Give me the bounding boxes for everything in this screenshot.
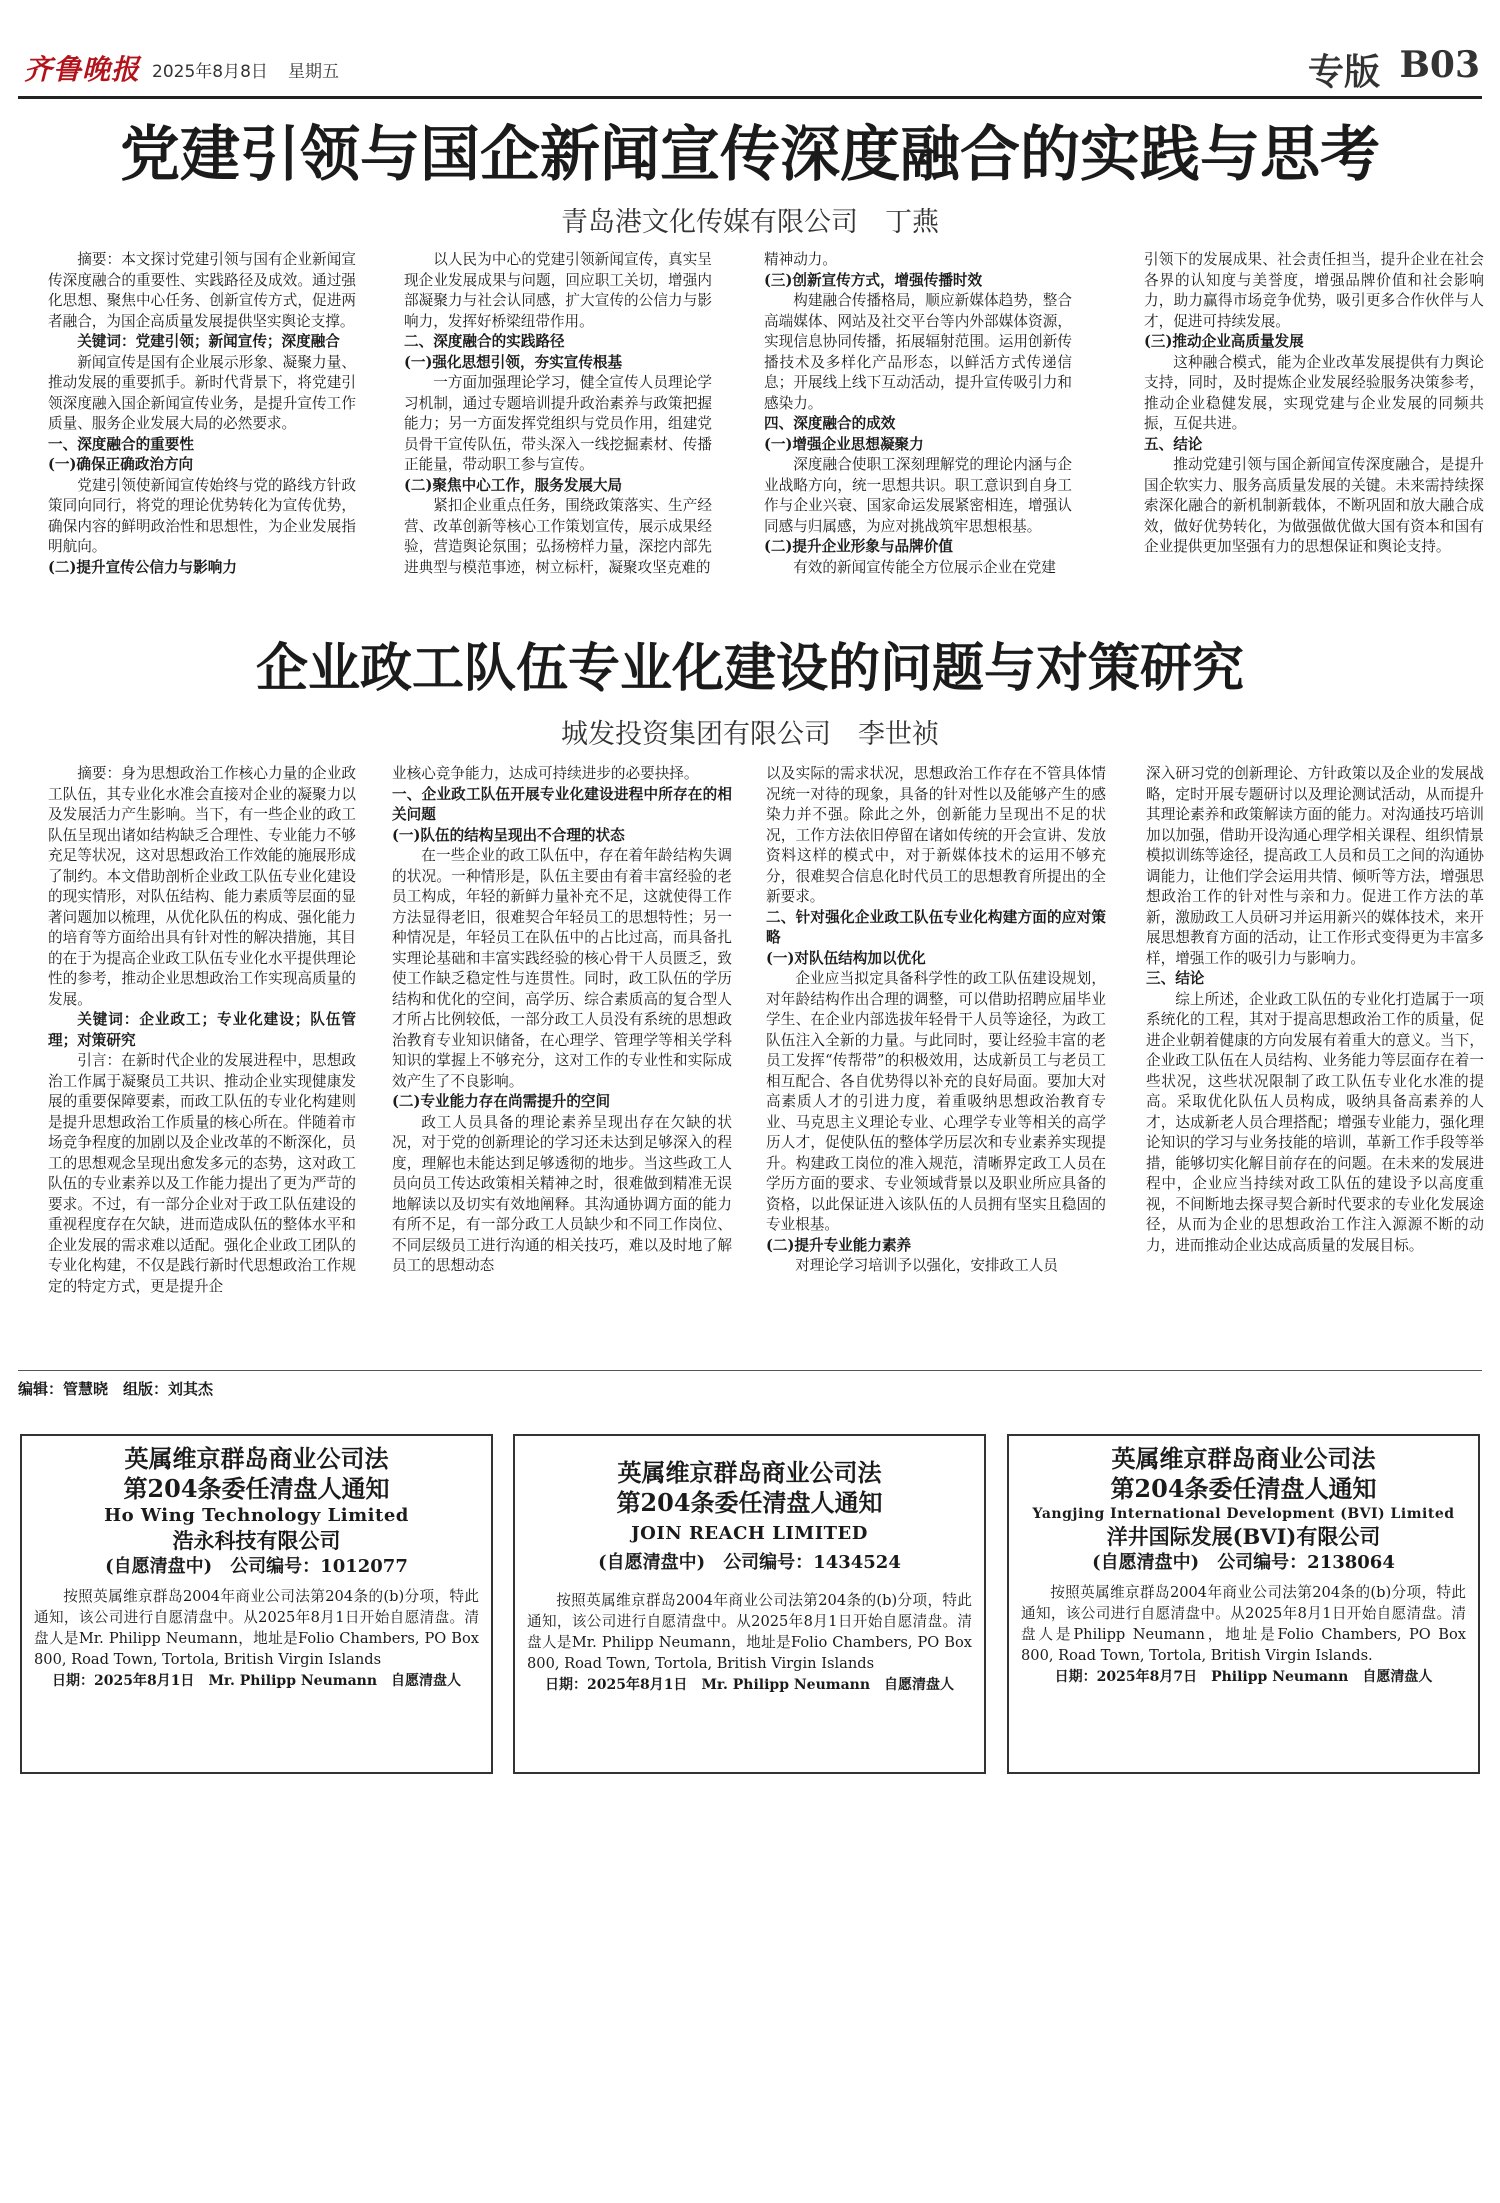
paragraph: 综上所述，企业政工队伍的专业化打造属于一项系统化的工程，其对于提高思想政治工作的质量，促进企业朝着健康的方向发展有着重大的意义。当下，企业政工队伍在人员结构、业务能力等层面存在着一些状况，这些状况限制了政工队伍专业化水准的提高。采取优化队伍人员构成，吸纳具备高素养的人才，达成新老人员合理搭配；增强专业能力，强化理论知识的学习与业务技能的培训，革新工作手段等举措，能够切实化解目前存在的问题。在未来的发展进程中，企业应当持续对政工队伍的建设予以高度重视，不间断地去探寻契合新时代要求的专业化发展途径，从而为企业的思想政治工作注入源源不断的动力，进而推动企业达成高质量的发展目标。 [1146,990,1484,1254]
article1-column-2 [404,250,712,595]
section-label: 专版 [1307,51,1380,93]
notice-title-section: 第204条委任清盘人通知 [616,1488,883,1517]
newspaper-logo: 齐鲁晚报 [24,53,141,86]
section-heading: (二)提升宣传公信力与影响力 [48,558,237,576]
notice-title-section: 第204条委任清盘人通知 [1110,1474,1377,1503]
article2-title: 企业政工队伍专业化建设的问题与对策研究 [255,638,1244,699]
section-heading: 四、深度融合的成效 [764,415,896,432]
article2-column-3 [766,764,1106,1368]
paragraph: 深度融合使职工深刻理解党的理论内涵与企业战略方向，统一思想共识。职工意识到自身工作与企业兴衰、国家命运发展紧密相连，增强认同感与归属感，为应对挑战筑牢思想根基。 [764,456,1072,535]
notice-role: 自愿清盘人 [391,1673,462,1689]
paragraph: 紧扣企业重点任务，围绕政策落实、生产经营、改革创新等核心工作策划宣传，展示成果经验，营造舆论氛围；弘扬榜样力量，深挖内部先进典型与模范事迹，树立标杆，凝聚攻坚克难的 [404,497,712,576]
section-heading: 一、深度融合的重要性 [48,435,194,453]
notice-status: (自愿清盘中) [598,1552,706,1573]
paragraph: 企业应当拟定具备科学性的政工队伍建设规划，对年龄结构作出合理的调整，可以借助招聘应届毕业学生、在企业内部选拔年轻骨干人员等途径，为政工队伍注入全新的力量。与此同时，要让经验丰富的老员工发挥“传帮带”的积极效用，达成新员工与老员工相互配合、各自优势得以补充的良好局面。要加大对高素质人才的引进力度，着重吸纳思想政治教育专业、马克思主义理论专业、心理学专业等相关的高学历人才，促使队伍的整体学历层次和专业素养实现提升。构建政工岗位的准入规范，清晰界定政工人员在学历方面的要求、专业领域背景以及职业所应具备的资格，以此保证进入该队伍的人员拥有坚实且稳固的专业根基。 [766,970,1106,1233]
notice-role: 自愿清盘人 [1362,1669,1433,1685]
section-heading: 二、针对强化企业政工队伍专业化构建方面的应对策略 [766,908,1106,946]
paragraph: 有效的新闻宣传能全方位展示企业在党建 [793,558,1056,576]
article1-byline: 青岛港文化传媒有限公司 丁燕 [561,207,939,238]
section-heading: (一)增强企业思想凝聚力 [764,435,924,453]
notice-liquidator: Mr. Philipp Neumann [208,1673,378,1689]
paragraph: 构建融合传播格局，顺应新媒体趋势，整合高端媒体、网站及社交平台等内外部媒体资源，实现信息协同传播，拓展辐射范围。运用创新传播技术及多样化产品形态，以鲜活方式传递信息；开展线上线下互动活动，提升宣传吸引力和感染力。 [764,292,1072,412]
notice-signature [34,1670,479,1692]
section-heading: (一)确保正确政治方向 [48,456,194,473]
notice-company-name-en: Ho Wing Technology Limited [104,1505,409,1526]
paragraph: 一方面加强理论学习，健全宣传人员理论学习机制，通过专题培训提升政治素养与政策把握能力；另一方面发挥党组织与党员作用，组建党员骨干宣传队伍，带头深入一线挖掘素材、传播正能量，带动职工参与宣传。 [404,374,712,473]
notice-body: 按照英属维京群岛2004年商业公司法第204条的(b)分项，特此通知，该公司进行自愿清盘中。从2025年8月1日开始自愿清盘。清盘人是Mr. Philipp Neumann，地址是Folio Chambers, PO Box 800, Road Town, Tortola, British Virgin Islands [527,1592,972,1672]
notice-date: 日期：2025年8月1日 [51,1673,195,1689]
notice-title-law: 英属维京群岛商业公司法 [124,1444,389,1473]
paragraph: 这种融合模式，能为企业改革发展提供有力舆论支持，同时，及时提炼企业发展经验服务决策参考，推动企业稳健发展，实现党建与企业发展的同频共振，互促共进。 [1144,353,1484,432]
notice-signature [527,1674,972,1696]
notice-number: 公司编号：1012077 [230,1556,408,1577]
section-heading: 五、结论 [1144,435,1203,453]
notice-status: (自愿清盘中) [105,1556,213,1577]
article2-column-1 [48,764,356,1368]
paragraph: 引言：在新时代企业的发展进程中，思想政治工作属于凝聚员工共识、推动企业实现健康发展的重要保障要素，而政工队伍的专业化构建则是提升思想政治工作质量的核心所在。伴随着市场竞争程度的加剧以及企业改革的不断深化，员工的思想观念呈现出愈发多元的态势，这对政工队伍的专业素养以及工作能力提出了更为严苛的要求。不过，有一部分企业对于政工队伍建设的重视程度存在欠缺，进而造成队伍的整体水平和企业发展的需求难以适配。强化企业政工团队的专业化构建，不仅是践行新时代思想政治工作规定的特定方式，更是提升企 [48,1052,356,1295]
page-number: B03 [1399,44,1480,86]
notice-role: 自愿清盘人 [884,1677,955,1693]
paragraph: 党建引领使新闻宣传始终与党的路线方针政策同向同行，将党的理论优势转化为宣传优势，确保内容的鲜明政治性和思想性，为企业发展指明航向。 [48,476,356,555]
notice-company-name-en: Yangjing International Development (BVI) Limited [1032,1506,1455,1522]
paragraph: 以及实际的需求状况，思想政治工作存在不管具体情况统一对待的现象，具备的针对性以及能够产生的感染力并不强。除此之外，创新能力呈现出不足的状况，工作方法依旧停留在诸如传统的开会宣讲、发放资料这样的模式中，对于新媒体技术的运用不够充分，很难契合信息化时代员工的思想教育所提出的全新要求。 [766,765,1106,905]
section-heading: (三)推动企业高质量发展 [1144,333,1304,350]
paragraph: 摘要：本文探讨党建引领与国有企业新闻宣传深度融合的重要性、实践路径及成效。通过强化思想、聚焦中心任务、创新宣传方式，促进两者融合，为国企高质量发展提供坚实舆论支撑。 [48,251,356,330]
notice-company-name-cn: 洋井国际发展(BVI)有限公司 [1106,1524,1381,1549]
section-heading: (三)创新宣传方式，增强传播时效 [764,271,983,289]
section-heading: (一)对队伍结构加以优化 [766,949,926,967]
article2-byline: 城发投资集团有限公司 李世祯 [561,719,939,750]
notice-body: 按照英属维京群岛2004年商业公司法第204条的(b)分项，特此通知，该公司进行自愿清盘中。从2025年8月1日开始自愿清盘。清盘人是Mr. Philipp Neumann，地址是Folio Chambers, PO Box 800, Road Town, Tortola, British Virgin Islands [34,1588,479,1668]
issue-date: 2025年8月8日 [152,62,268,82]
article1-column-4 [1144,250,1484,595]
paragraph: 在一些企业的政工队伍中，存在着年龄结构失调的状况。一种情形是，队伍主要由有着丰富经验的老员工构成，年轻的新鲜力量补充不足，这就使得工作方法显得老旧，很难契合年轻员工的思想特性；另一种情况是，年轻员工在队伍中的占比过高，而具备扎实理论基础和丰富实践经验的核心骨干人员匮乏，致使工作缺乏稳定性与连贯性。同时，政工队伍的学历结构和优化的空间，高学历、综合素质高的复合型人才所占比例较低，一部分政工人员没有系统的思想政治教育专业知识储备，在心理学、管理学等相关学科知识的掌握上不够充分，这对工作的专业性和实际成效产生了不良影响。 [392,847,732,1090]
paragraph: 以人民为中心的党建引领新闻宣传，真实呈现企业发展成果与问题，回应职工关切，增强内部凝聚力与社会认同感，扩大宣传的公信力与影响力，发挥好桥梁纽带作用。 [404,251,712,330]
section-heading: 一、企业政工队伍开展专业化建设进程中所存在的相关问题 [392,785,732,823]
article2-column-2 [392,764,732,1368]
article2-column-4 [1146,764,1484,1368]
notice-liquidator: Mr. Philipp Neumann [701,1677,871,1693]
issue-weekday: 星期五 [288,62,339,82]
notice-number: 公司编号：1434524 [723,1552,901,1573]
notice-number: 公司编号：2138064 [1217,1552,1395,1573]
paragraph: 新闻宣传是国有企业展示形象、凝聚力量、推动发展的重要抓手。新时代背景下，将党建引领深度融入国企新闻宣传业务，是提升宣传工作质量、服务企业发展大局的必然要求。 [48,353,356,432]
liquidation-notice-1 [20,1434,493,1774]
notice-company-name-cn: 浩永科技有限公司 [172,1528,341,1553]
article1-column-1 [48,250,356,595]
section-heading: (一)队伍的结构呈现出不合理的状态 [392,826,625,844]
notice-status: (自愿清盘中) [1092,1552,1200,1573]
section-heading: (一)强化思想引领，夯实宣传根基 [404,353,623,371]
notice-title-law: 英属维京群岛商业公司法 [1111,1444,1376,1473]
section-heading: 二、深度融合的实践路径 [404,333,565,350]
notice-company-number [34,1554,479,1580]
paragraph: 业核心竞争能力，达成可持续进步的必要抉择。 [392,765,699,782]
paragraph: 政工人员具备的理论素养呈现出存在欠缺的状况，对于党的创新理论的学习还未达到足够深入的程度，理解也未能达到足够透彻的地步。当这些政工人员向员工传达政策相关精神之时，很难做到精准无误地解读以及切实有效地阐释。其沟通协调方面的能力有所不足，有一部分政工人员缺少和不同工作岗位、不同层级员工进行沟通的相关技巧，难以及时地了解员工的思想动态 [392,1113,732,1274]
paragraph: 推动党建引领与国企新闻宣传深度融合，是提升国企软实力、服务高质量发展的关键。未来需持续探索深化融合的新机制新载体，不断巩固和放大融合成效，做好优势转化，为做强做优做大国有资本和国有企业提供更加坚强有力的思想保证和舆论支持。 [1144,456,1484,555]
paragraph: 摘要：身为思想政治工作核心力量的企业政工队伍，其专业化水准会直接对企业的凝聚力以及发展活力产生影响。当下，有一些企业的政工队伍呈现出诸如结构缺乏合理性、专业能力不够充足等状况，这对思想政治工作效能的施展形成了制约。本文借助剖析企业政工队伍专业化建设的现实情形，对队伍结构、能力素质等层面的显著问题加以梳理，从优化队伍的构成、强化能力的培育等方面给出具有针对性的解决措施，其目的在于为提高企业政工队伍专业化水平提供理论性的参考，推动企业思想政治工作实现高质量的发展。 [48,765,356,1008]
section-heading: (二)提升企业形象与品牌价值 [764,538,953,555]
masthead-rule [18,96,1482,99]
notice-company-number [527,1550,972,1576]
section-heading: (二)专业能力存在尚需提升的空间 [392,1093,611,1110]
paragraph: 引领下的发展成果、社会责任担当，提升企业在社会各界的认知度与美誉度，增强品牌价值和社会影响力，助力赢得市场竞争优势，吸引更多合作伙伴与人才，促进可持续发展。 [1144,251,1484,330]
notice-liquidator: Philipp Neumann [1211,1669,1349,1685]
section-heading: (二)聚焦中心工作，服务发展大局 [404,476,623,494]
paragraph: 对理论学习培训予以强化，安排政工人员 [795,1257,1058,1274]
notice-signature [1021,1666,1466,1688]
keywords: 关键词：企业政工；专业化建设；队伍管理；对策研究 [48,1011,356,1049]
editors-credit: 编辑：管慧晓 组版：刘其杰 [18,1380,214,1398]
keywords: 关键词：党建引领；新闻宣传；深度融合 [77,333,340,350]
paragraph: 精神动力。 [764,251,837,268]
paragraph: 深入研习党的创新理论、方针政策以及企业的发展战略，定时开展专题研讨以及理论测试活动，从而提升其理论素养和政策解读方面的能力。对沟通技巧培训加以加强，借助开设沟通心理学相关课程、组织情景模拟训练等途径，提高政工人员和员工之间的沟通协调能力，让他们学会运用共情、倾听等方法，增强思想政治工作的针对性与亲和力。促进工作方法的革新，激励政工人员研习并运用新兴的媒体技术，来开展思想教育方面的活动，让工作形式变得更为丰富多样，增强工作的吸引力与影响力。 [1146,765,1484,967]
notice-title-law: 英属维京群岛商业公司法 [617,1458,882,1487]
notice-body: 按照英属维京群岛2004年商业公司法第204条的(b)分项，特此通知，该公司进行自愿清盘中。从2025年8月1日开始自愿清盘。清盘人是Philipp Neumann，地址是Folio Chambers, PO Box 800, Road Town, Tortola, British Virgin Islands. [1021,1584,1466,1664]
notice-date: 日期：2025年8月7日 [1054,1669,1198,1685]
liquidation-notice-2 [513,1434,986,1774]
section-heading: (二)提升专业能力素养 [766,1236,912,1254]
article1-title: 党建引领与国企新闻宣传深度融合的实践与思考 [120,120,1380,190]
liquidation-notice-3 [1007,1434,1480,1774]
notice-title-section: 第204条委任清盘人通知 [123,1474,390,1503]
notice-date: 日期：2025年8月1日 [544,1677,688,1693]
notice-company-number [1021,1550,1466,1576]
section-heading: 三、结论 [1146,970,1205,987]
editor-rule [18,1370,1482,1371]
notice-company-name-en: JOIN REACH LIMITED [631,1523,868,1544]
article1-column-3 [764,250,1072,595]
